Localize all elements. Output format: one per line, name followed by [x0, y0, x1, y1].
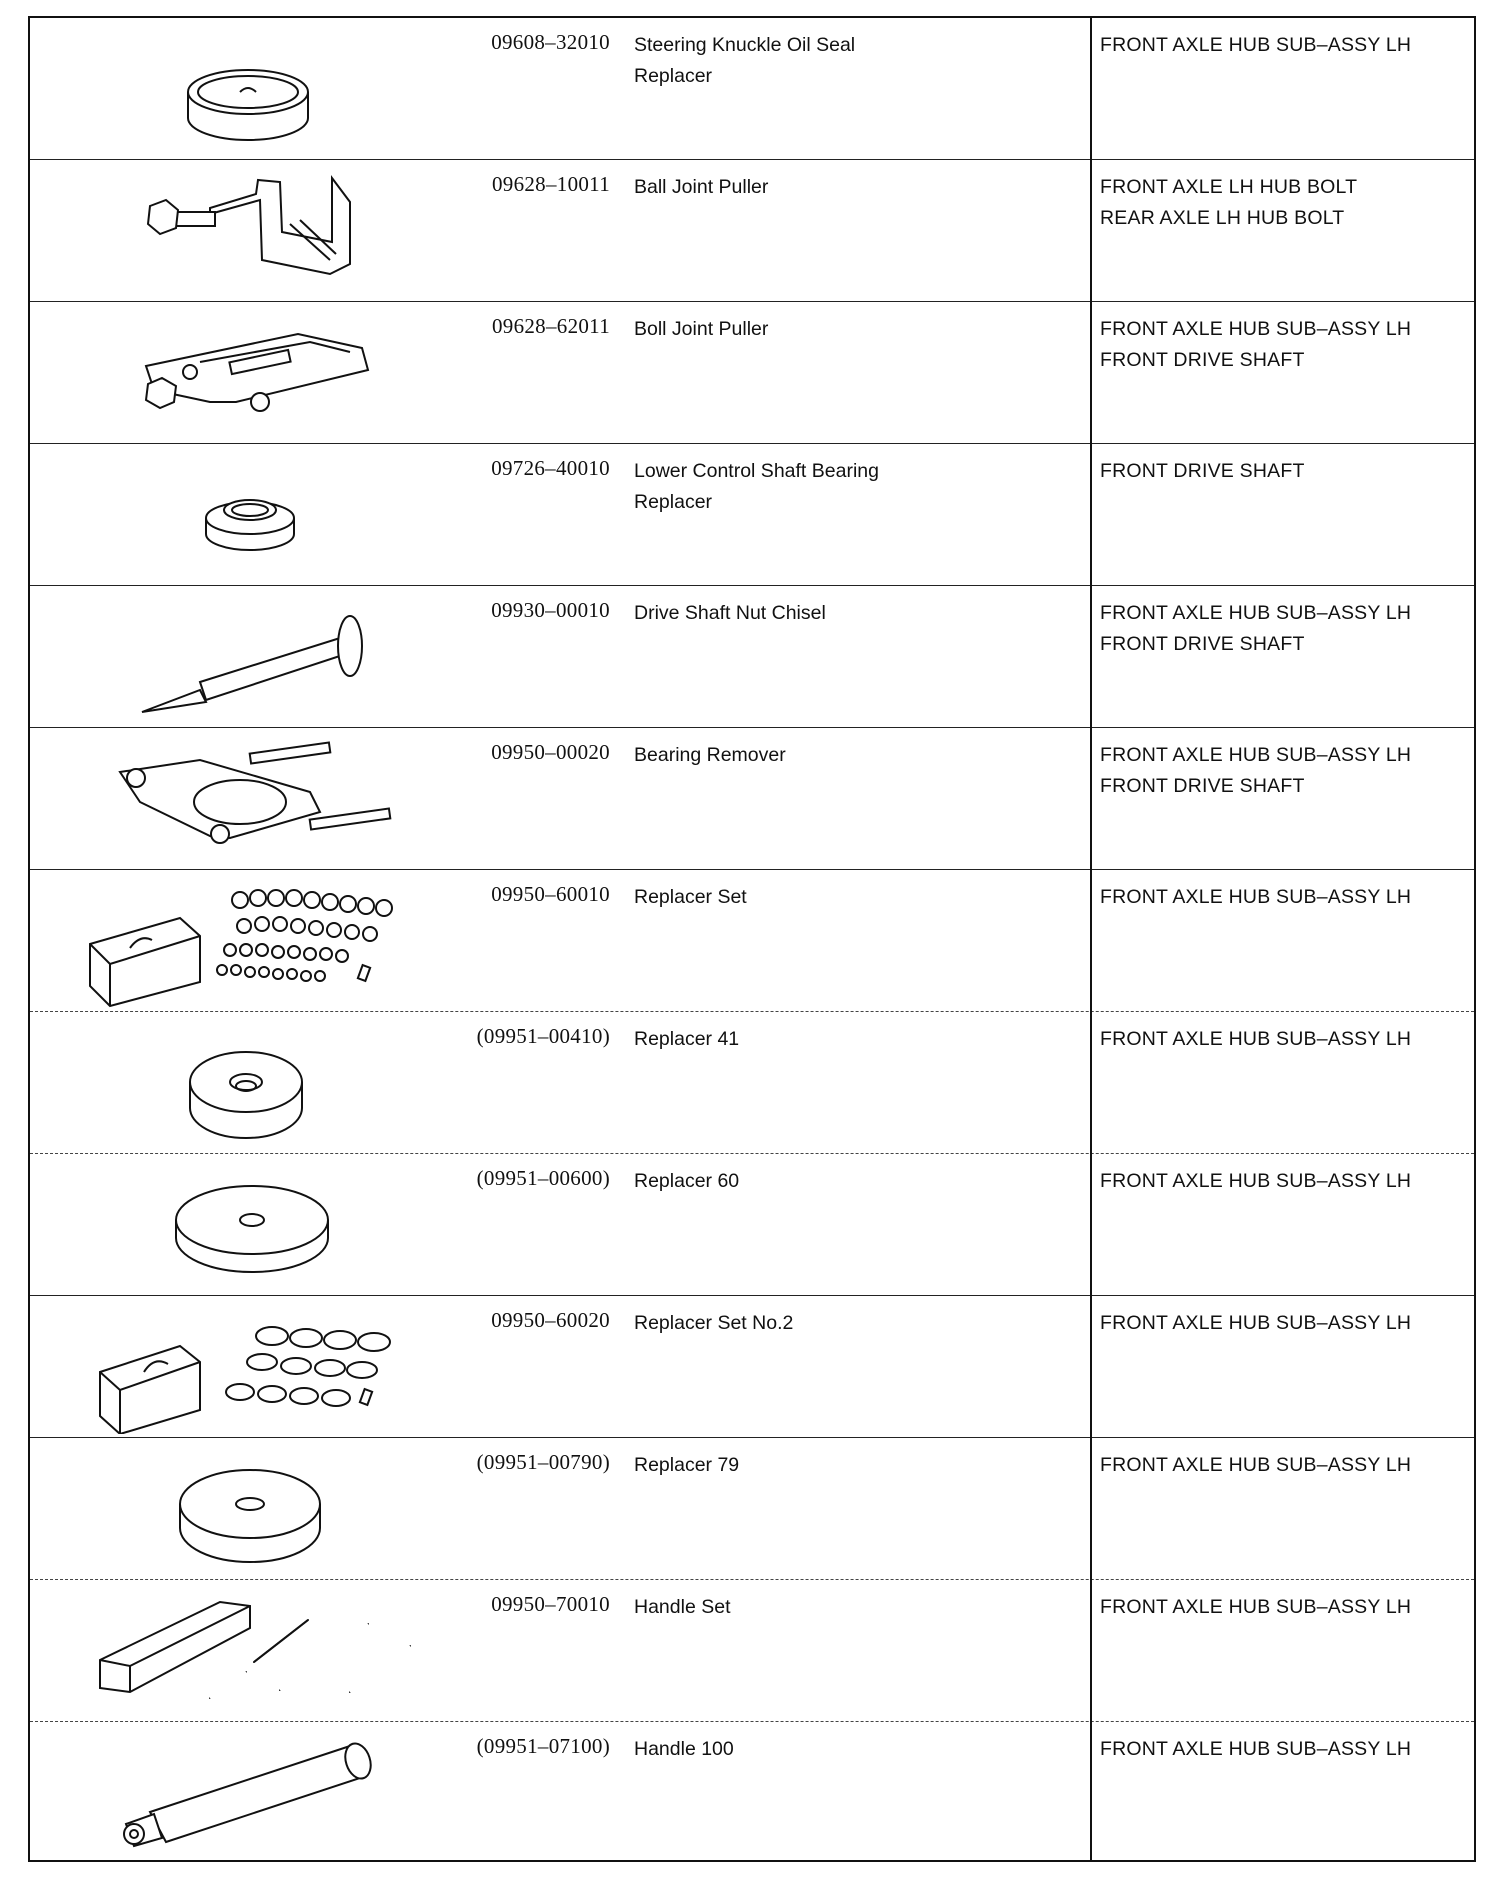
usage-list [1100, 30, 1470, 61]
handle-icon [50, 1726, 450, 1860]
ball-joint-puller-icon [50, 164, 450, 298]
usage-list [1100, 740, 1470, 802]
tool-name: Lower Control Shaft Bearing Replacer [634, 460, 879, 513]
oil-seal-replacer-icon [50, 22, 450, 156]
usage-item: FRONT DRIVE SHAFT [1100, 460, 1305, 482]
usage-item: FRONT DRIVE SHAFT [1100, 775, 1305, 797]
usage-list [1100, 1166, 1470, 1197]
handle-set-icon [50, 1584, 450, 1718]
boll-joint-puller-icon [50, 306, 450, 440]
tool-name: Replacer 79 [634, 1454, 740, 1476]
table-row [30, 870, 1474, 1012]
column-divider [1090, 18, 1092, 1860]
part-number: 09628–10011 [491, 172, 610, 196]
chisel-icon [50, 590, 450, 724]
tool-name: Replacer 60 [634, 1170, 740, 1192]
usage-item: FRONT DRIVE SHAFT [1100, 633, 1305, 655]
replacer-set-no2-icon [50, 1300, 450, 1434]
usage-item: FRONT AXLE HUB SUB–ASSY LH [1100, 886, 1412, 908]
usage-item: FRONT AXLE HUB SUB–ASSY LH [1100, 1170, 1412, 1192]
part-number: (09951–00600) [476, 1166, 610, 1190]
usage-item: FRONT AXLE HUB SUB–ASSY LH [1100, 602, 1412, 624]
part-number: (09951–00410) [476, 1024, 610, 1048]
table-row [30, 160, 1474, 302]
table-row [30, 18, 1474, 160]
usage-item: FRONT AXLE HUB SUB–ASSY LH [1100, 1454, 1412, 1476]
table-row [30, 444, 1474, 586]
table-row [30, 1154, 1474, 1296]
tool-name: Replacer 41 [634, 1028, 740, 1050]
part-number: 09726–40010 [491, 456, 610, 480]
tool-name: Ball Joint Puller [634, 176, 769, 198]
usage-list [1100, 172, 1470, 234]
replacer-disc-79-icon [50, 1442, 450, 1576]
usage-list [1100, 1308, 1470, 1339]
replacer-set-icon [50, 874, 450, 1008]
usage-list [1100, 882, 1470, 913]
tool-name: Replacer Set No.2 [634, 1312, 794, 1334]
table-row [30, 1012, 1474, 1154]
part-number: 09628–62011 [491, 314, 610, 338]
usage-item: FRONT AXLE HUB SUB–ASSY LH [1100, 744, 1412, 766]
tool-name: Handle 100 [634, 1738, 734, 1760]
bearing-remover-icon [50, 732, 450, 866]
replacer-disc-small-icon [50, 1016, 450, 1150]
tool-name: Handle Set [634, 1596, 731, 1618]
usage-list [1100, 1592, 1470, 1623]
usage-item: FRONT AXLE HUB SUB–ASSY LH [1100, 34, 1412, 56]
table-row [30, 1722, 1474, 1862]
tool-name: Bearing Remover [634, 744, 786, 766]
part-number: 09950–60010 [491, 882, 610, 906]
usage-item: REAR AXLE LH HUB BOLT [1100, 207, 1345, 229]
usage-list [1100, 1450, 1470, 1481]
replacer-disc-large-icon [50, 1158, 450, 1292]
tool-name: Steering Knuckle Oil Seal Replacer [634, 34, 856, 87]
table-row [30, 1580, 1474, 1722]
usage-item: FRONT AXLE HUB SUB–ASSY LH [1100, 318, 1412, 340]
usage-list [1100, 456, 1470, 487]
usage-item: FRONT AXLE HUB SUB–ASSY LH [1100, 1596, 1412, 1618]
tool-name: Boll Joint Puller [634, 318, 769, 340]
part-number: 09930–00010 [491, 598, 610, 622]
usage-list [1100, 1024, 1470, 1055]
part-number: (09951–07100) [476, 1734, 610, 1758]
usage-list [1100, 1734, 1470, 1765]
usage-item: FRONT AXLE LH HUB BOLT [1100, 176, 1358, 198]
part-number: 09950–00020 [491, 740, 610, 764]
bearing-replacer-icon [50, 448, 450, 582]
part-number: 09950–60020 [491, 1308, 610, 1332]
table-row [30, 728, 1474, 870]
usage-item: FRONT AXLE HUB SUB–ASSY LH [1100, 1738, 1412, 1760]
part-number: 09608–32010 [491, 30, 610, 54]
table-row [30, 1438, 1474, 1580]
usage-item: FRONT AXLE HUB SUB–ASSY LH [1100, 1028, 1412, 1050]
table-row [30, 302, 1474, 444]
part-number: 09950–70010 [491, 1592, 610, 1616]
table-row [30, 1296, 1474, 1438]
table-row [30, 586, 1474, 728]
usage-item: FRONT AXLE HUB SUB–ASSY LH [1100, 1312, 1412, 1334]
usage-list [1100, 314, 1470, 376]
usage-list [1100, 598, 1470, 660]
part-number: (09951–00790) [476, 1450, 610, 1474]
usage-item: FRONT DRIVE SHAFT [1100, 349, 1305, 371]
special-tools-table [28, 16, 1476, 1862]
tool-name: Replacer Set [634, 886, 747, 908]
tool-name: Drive Shaft Nut Chisel [634, 602, 826, 624]
